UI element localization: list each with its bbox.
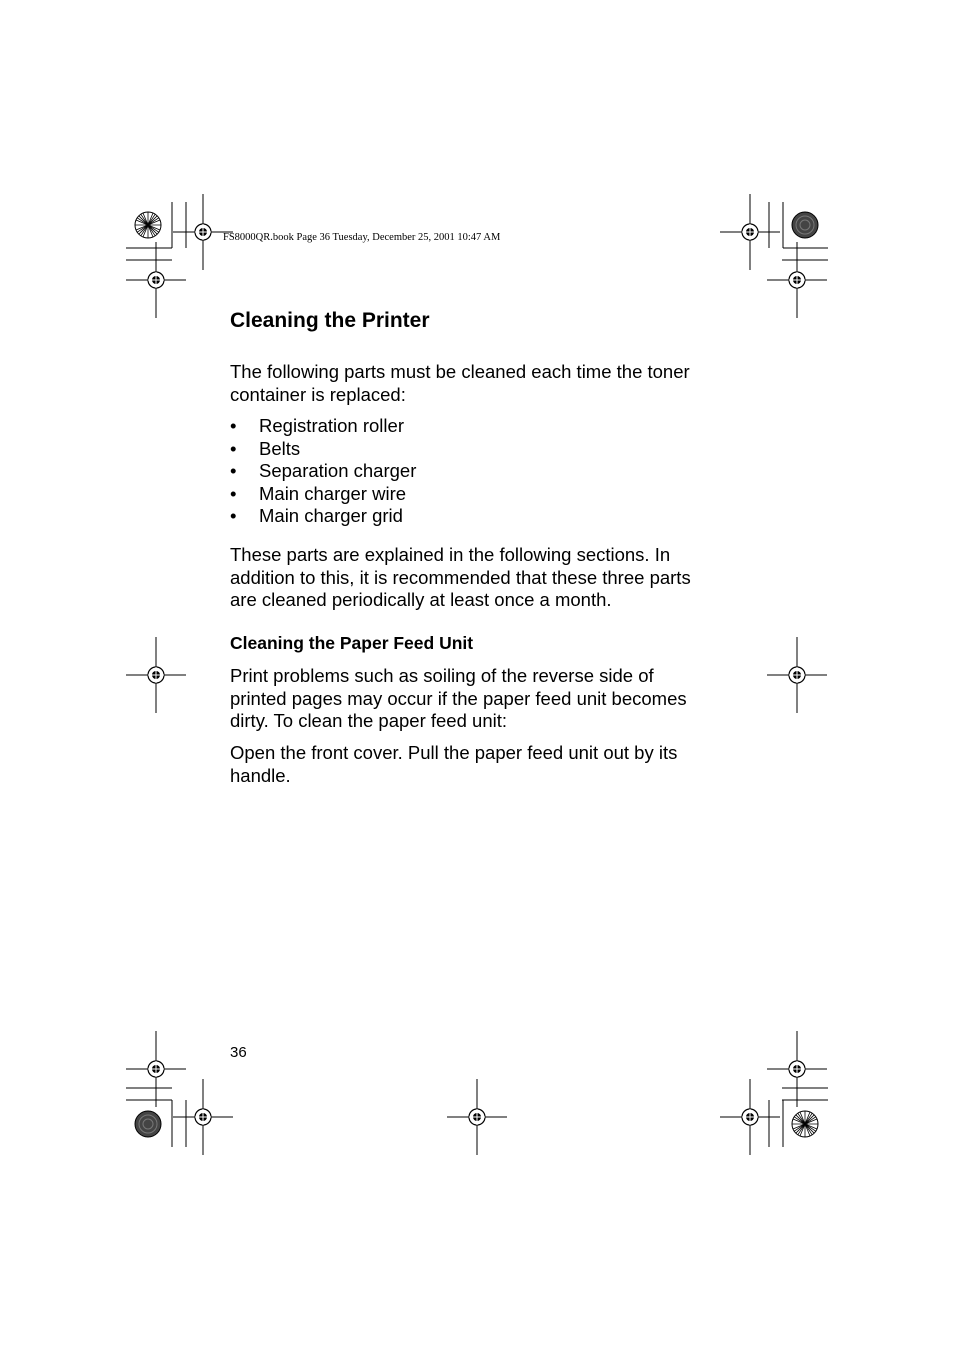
page-number: 36 [230,1044,247,1061]
list-item [230,460,416,483]
list-item-text: Main charger wire [259,482,407,504]
intro-paragraph: The following parts must be cleaned each time the toner container is replaced: [230,361,690,405]
page-title: Cleaning the Printer [230,309,430,332]
list-item-text: Registration roller [259,415,404,436]
bullet: • [230,415,237,436]
parts-list [230,415,416,528]
list-item-text: Belts [259,437,301,459]
bullet: • [230,505,237,526]
bullet: • [230,437,237,459]
list-item [230,505,416,528]
list-item-text: Separation charger [259,460,417,481]
print-header: FS8000QR.book Page 36 Tuesday, December 25, 2001 10:47 AM [223,232,501,243]
section-heading: Cleaning the Paper Feed Unit [230,633,474,653]
list-item [230,483,416,506]
list-item-text: Main charger grid [259,505,403,526]
bullet: • [230,460,237,481]
section-paragraph-2: Open the front cover. Pull the paper feed unit out by its handle. [230,742,678,786]
bullet: • [230,482,237,504]
list-item [230,438,416,461]
section-paragraph-1: Print problems such as soiling of the reverse side of printed pages may occur if the paper feed unit becomes dirty. To clean the paper feed unit: [230,665,687,731]
list-item [230,415,416,438]
parts-note-paragraph: These parts are explained in the following sections. In addition to this, it is recommended that these three parts are cleaned periodically at least once a month. [230,544,691,610]
